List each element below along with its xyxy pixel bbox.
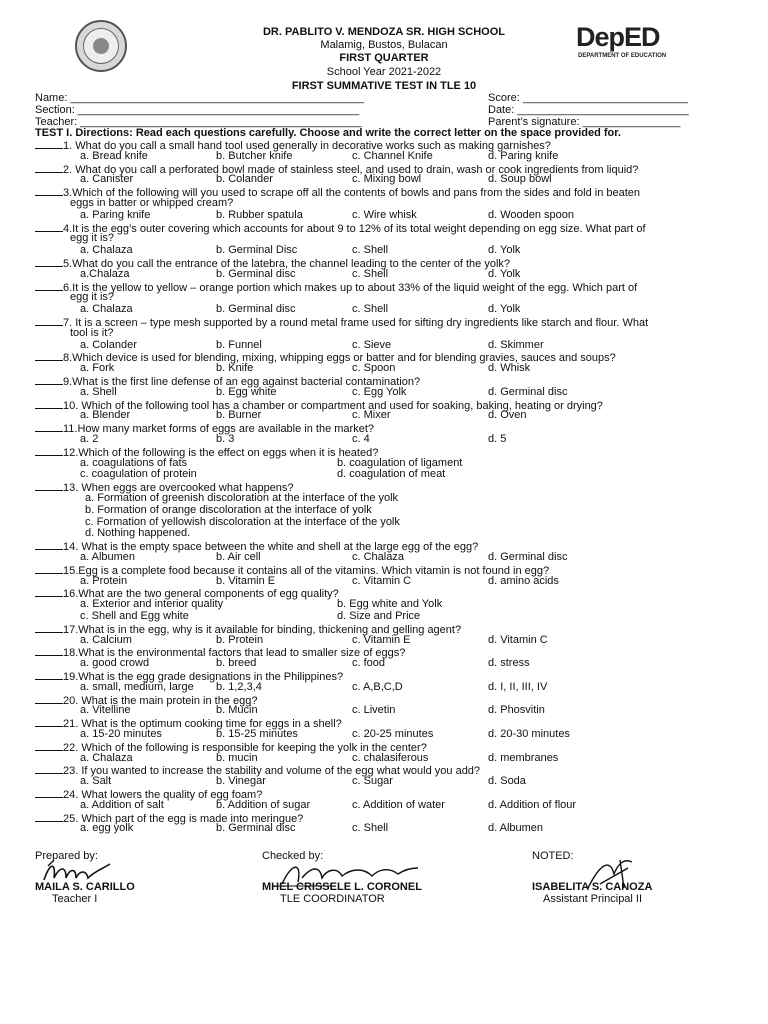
choice-d: d. stress <box>488 657 530 670</box>
choice-d: d. Phosvitin <box>488 704 545 717</box>
choice-c: c. Sugar <box>352 775 393 788</box>
choice-d: d. Skimmer <box>488 338 544 351</box>
choice-b: b. Germinal disc <box>216 303 296 316</box>
choice-a: a. Exterior and interior quality <box>80 598 224 611</box>
choice-b: b. Air cell <box>216 551 261 563</box>
choice-b: b. 1,2,3,4 <box>216 680 262 693</box>
question-stem: 6.It is the yellow to yellow – orange portion which makes up to about 33% of the liquid weight of the egg. Which part of <box>35 281 735 294</box>
signature-canoza <box>580 854 640 894</box>
answer-blank[interactable] <box>35 316 63 326</box>
choice-a: a. Blender <box>80 409 131 422</box>
choice-c: c. Vitamin E <box>352 633 411 646</box>
score-field: Score: ___________________________ <box>488 92 689 104</box>
question-stem: 20. What is the main protein in the egg? <box>35 694 735 707</box>
question-stem: 13. When eggs are overcooked what happens? <box>35 481 735 494</box>
question-stem: 19.What is the egg grade designations in the Philippines? <box>35 670 735 683</box>
choice-c: c. Shell <box>352 244 389 257</box>
answer-blank[interactable] <box>35 646 63 656</box>
question-stem: 8.Which device is used for blending, mixing, whipping eggs or batter and for blending gravies, sauces and soups? <box>35 351 735 364</box>
choice-d: d. Soda <box>488 775 526 788</box>
teacher-field: Teacher: ______________________________________________ <box>35 116 362 128</box>
answer-blank[interactable] <box>35 375 63 385</box>
noted-by-name: ISABELITA S. CANOZA <box>532 881 653 893</box>
choice-c: c. Shell <box>352 303 389 316</box>
question-stem: 1. What do you call a small hand tool used generally in decorative works such as making garnishes? <box>35 139 735 152</box>
choice-c: c. Egg Yolk <box>352 385 407 398</box>
question-stem: 24. What lowers the quality of egg foam? <box>35 788 735 801</box>
choice-b: b. Vinegar <box>216 775 266 788</box>
choice-b: b. coagulation of ligament <box>337 456 463 469</box>
answer-blank[interactable] <box>35 422 63 432</box>
choice-a: a.Chalaza <box>80 267 130 280</box>
choice-c: c. Mixer <box>352 409 391 422</box>
choice-b: b. 3 <box>216 433 235 445</box>
question-stem: 11.How many market forms of eggs are available in the market? <box>35 422 735 435</box>
choice-a: a. Canister <box>80 173 134 186</box>
answer-blank[interactable] <box>35 222 63 232</box>
choice-c: c. Sieve <box>352 338 392 351</box>
choice-d: d. Whisk <box>488 362 531 375</box>
choice-b: b. Butcher knife <box>216 149 293 162</box>
question-stem: 22. Which of the following is responsible for keeping the yolk in the center? <box>35 741 735 754</box>
answer-blank[interactable] <box>35 741 63 751</box>
choice-a: a. Calcium <box>80 633 132 646</box>
choice-c: c. Spoon <box>352 362 396 375</box>
choice-b: b. Colander <box>216 173 273 186</box>
choice-a: a. 2 <box>80 433 99 445</box>
question-stem-continued: egg it is? <box>70 291 115 304</box>
choice-b: b. Vitamin E <box>216 574 276 587</box>
answer-blank[interactable] <box>35 257 63 267</box>
question-stem: 3.Which of the following will you used to scrape off all the contents of bowls and pans from the sides and fold in beaten <box>35 186 735 199</box>
choice-d: d. Germinal disc <box>488 385 568 398</box>
choice-c: c. 20-25 minutes <box>352 728 434 740</box>
checked-by-role: TLE COORDINATOR <box>280 893 385 905</box>
section-field: Section: ______________________________________________ <box>35 104 360 116</box>
choice-a: a. good crowd <box>80 657 150 670</box>
choice-d: d. Vitamin C <box>488 633 548 646</box>
answer-blank[interactable] <box>35 351 63 361</box>
answer-blank[interactable] <box>35 564 63 574</box>
answer-blank[interactable] <box>35 163 63 173</box>
question-stem: 12.Which of the following is the effect on eggs when it is heated? <box>35 446 735 459</box>
choice-d: d. Albumen <box>488 822 544 835</box>
choice-d: d. membranes <box>488 751 559 764</box>
question-stem-continued: tool is it? <box>70 326 114 339</box>
choice-d: d. Addition of flour <box>488 798 577 811</box>
checked-by-name: MHEL CRISSELE L. CORONEL <box>262 881 422 893</box>
choice-c: c. A,B,C,D <box>352 680 403 693</box>
choice-c: c. 4 <box>352 433 370 445</box>
question-stem: 16.What are the two general components of egg quality? <box>35 587 735 600</box>
question-stem: 14. What is the empty space between the white and shell at the large egg of the egg? <box>35 540 735 553</box>
deped-logo: DepED DEPARTMENT OF EDUCATION <box>576 22 667 59</box>
choice-c: c. food <box>352 657 386 670</box>
answer-blank[interactable] <box>35 186 63 196</box>
choice-b: b. Egg white and Yolk <box>337 598 443 611</box>
choice-c: c. coagulation of protein <box>80 468 197 481</box>
answer-blank[interactable] <box>35 139 63 149</box>
answer-blank[interactable] <box>35 670 63 680</box>
choice-b: b. Rubber spatula <box>216 208 303 221</box>
choice-b: b. 15-25 minutes <box>216 728 298 740</box>
choice-d: d. Size and Price <box>337 610 421 622</box>
question-stem: 15.Egg is a complete food because it contains all of the vitamins. Which vitamin is not found in egg? <box>35 564 735 577</box>
question-stem: 17.What is in the egg, why is it available for binding, thickening and gelling agent? <box>35 623 735 636</box>
name-field: Name: ________________________________________________ <box>35 92 365 104</box>
question-stem: 18.What is the environmental factors that lead to smaller size of eggs? <box>35 646 735 659</box>
choice-b: b. Egg white <box>216 385 277 398</box>
question-stem: 5.What do you call the entrance of the latebra, the channel leading to the center of the yolk? <box>35 257 735 270</box>
choice-d: d. Yolk <box>488 267 521 280</box>
choice-a: a. Chalaza <box>80 244 133 257</box>
answer-blank[interactable] <box>35 717 63 727</box>
choice-b: b. breed <box>216 657 257 670</box>
choice-d: d. I, II, III, IV <box>488 680 548 693</box>
test-title: FIRST SUMMATIVE TEST IN TLE 10 <box>291 80 477 92</box>
answer-blank[interactable] <box>35 446 63 456</box>
choice-c: c. Shell and Egg white <box>80 610 189 622</box>
directions: TEST I. Directions: Read each questions carefully. Choose and write the correct letter on the space provided for. <box>35 127 621 139</box>
question-stem: 10. Which of the following tool has a chamber or compartment and used for soaking, baking, heating or drying? <box>35 399 735 412</box>
choice-a: a. Bread knife <box>80 149 148 162</box>
choice-b: b. mucin <box>216 751 258 764</box>
choice-a: a. Addition of salt <box>80 798 164 811</box>
choice-a: a. Fork <box>80 362 115 375</box>
choice-c: c. Wire whisk <box>352 208 417 221</box>
choice-b: b. Germinal disc <box>216 822 296 835</box>
choice-c: c. Addition of water <box>352 798 445 811</box>
choice-d: d. Wooden spoon <box>488 208 575 221</box>
question-stem-continued: eggs in batter or whipped cream? <box>70 197 234 209</box>
choice-a: a. Albumen <box>80 551 136 563</box>
choice-d: d. 5 <box>488 433 507 445</box>
choice-b: b. Mucin <box>216 704 258 717</box>
choice-c: c. Shell <box>352 267 389 280</box>
question-stem: 2. What do you call a perforated bowl made of stainless steel, and used to drain, wash or cook ingredients from liquid? <box>35 163 735 176</box>
prepared-by-label: Prepared by: <box>35 850 98 862</box>
choice-a: a. Shell <box>80 385 117 398</box>
choice-a: a. Formation of greenish discoloration at the interface of the yolk <box>85 492 399 504</box>
choice-d: d. coagulation of meat <box>337 468 446 481</box>
question-stem: 7. It is a screen – type mesh supported by a round metal frame used for sifting dry ingredients like starch and flour. What <box>35 316 735 329</box>
school-name: DR. PABLITO V. MENDOZA SR. HIGH SCHOOL <box>262 26 506 38</box>
choice-a: a. Protein <box>80 574 128 587</box>
answer-blank[interactable] <box>35 788 63 798</box>
choice-c: c. Mixing bowl <box>352 173 422 186</box>
question-stem: 9.What is the first line defense of an egg against bacterial contamination? <box>35 375 735 388</box>
choice-a: a. coagulations of fats <box>80 456 188 469</box>
choice-c: c. chalasiferous <box>352 751 429 764</box>
choice-d: d. Yolk <box>488 303 521 316</box>
choice-b: b. Addition of sugar <box>216 798 311 811</box>
choice-d: d. Oven <box>488 409 527 422</box>
answer-blank[interactable] <box>35 623 63 633</box>
choice-b: b. Burner <box>216 409 262 422</box>
answer-blank[interactable] <box>35 540 63 550</box>
choice-a: a. egg yolk <box>80 822 134 835</box>
prepared-by-role: Teacher I <box>52 893 98 905</box>
question-stem-continued: egg it is? <box>70 232 115 245</box>
school-year: School Year 2021-2022 <box>326 66 442 78</box>
school-address: Malamig, Bustos, Bulacan <box>320 39 448 51</box>
choice-d: d. Nothing happened. <box>85 527 191 540</box>
signature-carillo <box>40 856 120 886</box>
choice-a: a. Chalaza <box>80 303 133 316</box>
choice-c: c. Channel Knife <box>352 149 433 162</box>
choice-b: b. Formation of orange discoloration at the interface of yolk <box>85 503 372 516</box>
choice-b: b. Germinal disc <box>216 267 296 280</box>
answer-blank[interactable] <box>35 481 63 491</box>
answer-blank[interactable] <box>35 764 63 774</box>
noted-by-label: NOTED: <box>532 850 574 862</box>
date-field: Date: ____________________________ <box>488 104 689 116</box>
choice-a: a. small, medium, large <box>80 680 194 693</box>
choice-c: c. Chalaza <box>352 551 404 563</box>
choice-d: d. Paring knife <box>488 149 559 162</box>
answer-blank[interactable] <box>35 694 63 704</box>
choice-a: a. Salt <box>80 775 112 788</box>
answer-blank[interactable] <box>35 281 63 291</box>
choice-c: c. Livetin <box>352 704 396 717</box>
choice-c: c. Shell <box>352 822 389 835</box>
question-stem: 4.It is the egg’s outer covering which accounts for about 9 to 12% of its total weight depending on egg size. What part of <box>35 222 735 235</box>
choice-b: b. Knife <box>216 362 254 375</box>
choice-a: a. Paring knife <box>80 208 151 221</box>
quarter-label: FIRST QUARTER <box>339 52 429 64</box>
prepared-by-name: MAILA S. CARILLO <box>35 881 135 893</box>
choice-d: d. Yolk <box>488 244 521 257</box>
choice-b: b. Funnel <box>216 338 262 351</box>
choice-c: c. Formation of yellowish discoloration at the interface of the yolk <box>85 515 400 528</box>
choice-a: a. Vitelline <box>80 704 131 717</box>
choice-a: a. Colander <box>80 338 137 351</box>
question-stem: 25. Which part of the egg is made into meringue? <box>35 812 735 825</box>
choice-b: b. Protein <box>216 633 264 646</box>
choice-d: d. 20-30 minutes <box>488 728 570 740</box>
checked-by-label: Checked by: <box>262 850 324 862</box>
answer-blank[interactable] <box>35 399 63 409</box>
choice-a: a. 15-20 minutes <box>80 728 162 740</box>
question-stem: 21. What is the optimum cooking time for eggs in a shell? <box>35 717 735 730</box>
parent-signature-field: Parent’s signature: ________________ <box>488 116 681 128</box>
question-stem: 23. If you wanted to increase the stability and volume of the egg what would you add? <box>35 764 735 777</box>
answer-blank[interactable] <box>35 812 63 822</box>
choice-d: d. Soup bowl <box>488 173 552 186</box>
choice-d: d. Germinal disc <box>488 551 568 563</box>
choice-b: b. Germinal Disc <box>216 244 298 257</box>
choice-d: d. amino acids <box>488 574 559 587</box>
noted-by-role: Assistant Principal II <box>543 893 643 905</box>
signature-coronel <box>272 858 422 890</box>
choice-c: c. Vitamin C <box>352 574 412 587</box>
choice-a: a. Chalaza <box>80 751 133 764</box>
answer-blank[interactable] <box>35 587 63 597</box>
